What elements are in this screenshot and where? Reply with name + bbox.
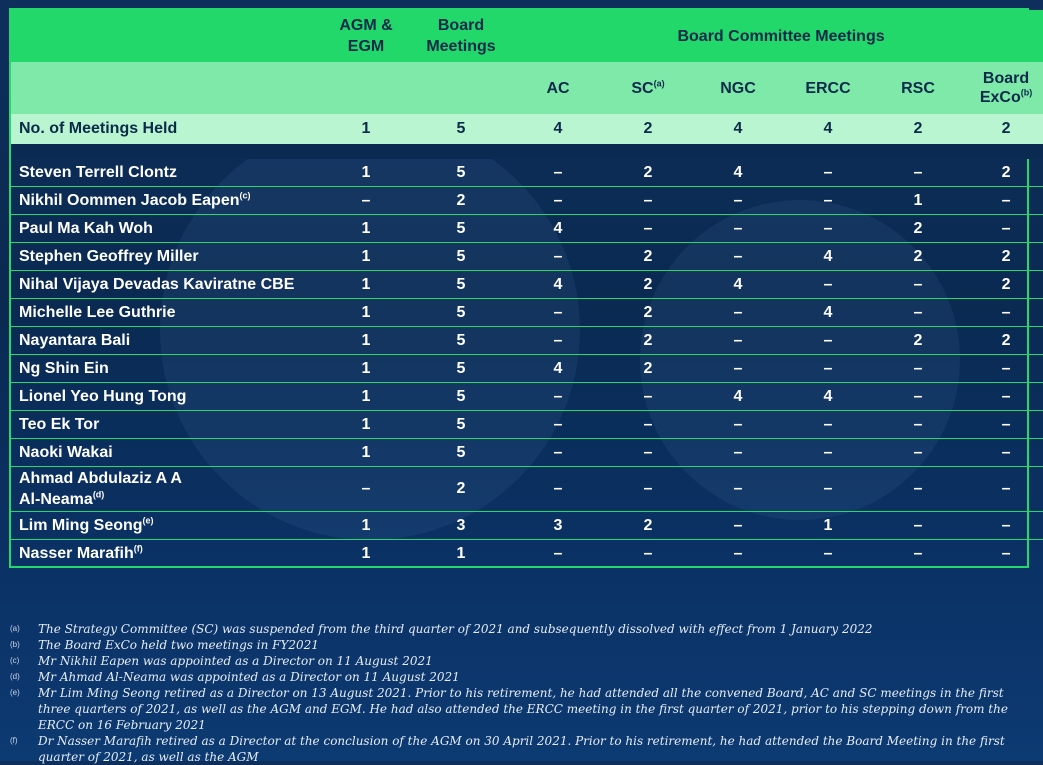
attendance-cell: –	[873, 411, 963, 439]
attendance-cell: 2	[603, 299, 693, 327]
attendance-cell: 2	[873, 243, 963, 271]
attendance-cell: –	[513, 467, 603, 512]
attendance-cell: 2	[603, 159, 693, 187]
attendance-cell: 5	[409, 383, 513, 411]
attendance-cell: –	[323, 467, 409, 512]
footnote	[10, 653, 1035, 669]
attendance-cell: –	[693, 411, 783, 439]
attendance-cell: –	[513, 439, 603, 467]
director-name: Stephen Geoffrey Miller	[11, 243, 323, 271]
header-board-committee-meetings: Board Committee Meetings	[513, 10, 1043, 62]
attendance-cell: 5	[409, 215, 513, 243]
table-row	[11, 540, 1043, 568]
attendance-cell: 4	[693, 383, 783, 411]
attendance-cell: 2	[963, 159, 1043, 187]
header-sc: SC$^{(a)}$	[603, 62, 693, 114]
director-name: Teo Ek Tor	[11, 411, 323, 439]
attendance-cell: 2	[603, 355, 693, 383]
attendance-table	[11, 10, 1043, 567]
table-row	[11, 355, 1043, 383]
attendance-cell: –	[963, 411, 1043, 439]
director-name: Ahmad Abdulaziz A A Al-Neama$^{(d)}$	[11, 467, 323, 512]
footnote-marker: (a)	[10, 624, 20, 633]
table-row	[11, 271, 1043, 299]
held-cell: 4	[513, 114, 603, 144]
attendance-cell: –	[963, 439, 1043, 467]
attendance-cell: 5	[409, 355, 513, 383]
director-name: Nasser Marafih$^{(f)}$	[19, 543, 143, 562]
footnote-text: The Board ExCo held two meetings in FY2021	[38, 638, 319, 652]
attendance-cell: 2	[603, 327, 693, 355]
header-blank	[323, 62, 409, 114]
footnote	[10, 637, 1035, 653]
attendance-cell: –	[1001, 544, 1011, 562]
attendance-cell: –	[643, 544, 653, 562]
held-cell: 2	[873, 114, 963, 144]
footnote-marker: (e)	[10, 688, 20, 697]
attendance-cell: –	[873, 355, 963, 383]
attendance-cell: –	[603, 187, 693, 215]
attendance-cell: –	[603, 467, 693, 512]
footnote-marker: (f)	[10, 736, 18, 745]
attendance-cell: –	[963, 383, 1043, 411]
footnote-text: Mr Ahmad Al-Neama was appointed as a Director on 11 August 2021	[38, 670, 460, 684]
attendance-cell: –	[963, 512, 1043, 540]
attendance-cell: –	[873, 271, 963, 299]
attendance-cell: 1	[323, 439, 409, 467]
table-row	[11, 467, 1043, 512]
director-name: Nikhil Oommen Jacob Eapen$^{(c)}$	[11, 187, 323, 215]
attendance-table-frame	[9, 8, 1033, 568]
attendance-cell: –	[693, 512, 783, 540]
footnotes	[10, 621, 1035, 765]
attendance-cell: –	[873, 299, 963, 327]
director-name: Paul Ma Kah Woh	[11, 215, 323, 243]
attendance-cell: 2	[409, 467, 513, 512]
attendance-cell: –	[963, 467, 1043, 512]
attendance-cell: –	[603, 411, 693, 439]
footnote-text: Mr Nikhil Eapen was appointed as a Director on 11 August 2021	[38, 654, 433, 668]
attendance-cell: –	[913, 544, 923, 562]
attendance-cell: 1	[323, 411, 409, 439]
header-blank	[11, 10, 323, 62]
attendance-cell: 2	[603, 512, 693, 540]
held-cell: 2	[963, 114, 1043, 144]
footnote-text: The Strategy Committee (SC) was suspended from the third quarter of 2021 and subsequently dissolved with effect from 1 January 2022	[38, 622, 873, 636]
attendance-cell: –	[783, 159, 873, 187]
attendance-cell: 4	[513, 271, 603, 299]
attendance-cell: 2	[873, 327, 963, 355]
table-row	[11, 512, 1043, 540]
attendance-cell: –	[513, 411, 603, 439]
attendance-cell: 2	[963, 327, 1043, 355]
director-name: Lim Ming Seong$^{(e)}$	[11, 512, 323, 540]
table-row	[11, 215, 1043, 243]
attendance-cell: 4	[513, 355, 603, 383]
director-name: Steven Terrell Clontz	[11, 159, 323, 187]
attendance-cell: 1	[323, 383, 409, 411]
attendance-cell: 1	[323, 271, 409, 299]
attendance-cell: 5	[409, 271, 513, 299]
table-row	[11, 299, 1043, 327]
attendance-cell: 1	[323, 243, 409, 271]
attendance-cell: 2	[603, 271, 693, 299]
attendance-cell: 1	[361, 544, 371, 562]
attendance-cell: –	[513, 383, 603, 411]
attendance-cell: –	[783, 467, 873, 512]
attendance-cell: 2	[963, 243, 1043, 271]
held-cell: 5	[409, 114, 513, 144]
header-rsc: RSC	[873, 62, 963, 114]
attendance-cell: 1	[323, 215, 409, 243]
meetings-held-label: No. of Meetings Held	[11, 114, 323, 144]
attendance-cell: 3	[409, 512, 513, 540]
header-row-top	[11, 10, 1043, 62]
attendance-cell: 4	[783, 243, 873, 271]
attendance-cell: –	[603, 439, 693, 467]
attendance-cell: –	[783, 411, 873, 439]
header-ngc: NGC	[693, 62, 783, 114]
footnote	[10, 733, 1035, 765]
table-row	[11, 327, 1043, 355]
attendance-cell: –	[873, 383, 963, 411]
attendance-cell: 2	[963, 271, 1043, 299]
attendance-cell: 1	[323, 327, 409, 355]
attendance-cell: 2	[603, 243, 693, 271]
footnote-text: Mr Lim Ming Seong retired as a Director on 13 August 2021. Prior to his retirement, he had attended all the convened Board, AC and SC meetings in the first three quarters of 2021, as well as the AGM and EGM. He had also attended the ERCC meeting in the first quarter of 2021, prior to his stepping down from the ERCC on 16 February 2021	[38, 686, 1008, 732]
attendance-cell: 1	[783, 512, 873, 540]
attendance-cell: 2	[873, 215, 963, 243]
attendance-cell: 5	[409, 439, 513, 467]
attendance-cell: –	[733, 544, 743, 562]
spacer-row	[11, 144, 1043, 159]
attendance-cell: –	[513, 299, 603, 327]
director-rows	[11, 159, 1043, 567]
held-cell: 2	[603, 114, 693, 144]
attendance-cell: –	[513, 243, 603, 271]
director-name: Michelle Lee Guthrie	[11, 299, 323, 327]
attendance-cell: –	[783, 187, 873, 215]
table-row	[11, 187, 1043, 215]
attendance-cell: –	[603, 383, 693, 411]
attendance-cell: –	[873, 467, 963, 512]
header-blank	[409, 62, 513, 114]
attendance-cell: –	[513, 159, 603, 187]
footnote-marker: (c)	[10, 656, 20, 665]
attendance-cell: 1	[456, 544, 466, 562]
attendance-cell: 4	[693, 159, 783, 187]
footnote-marker: (b)	[10, 640, 20, 649]
attendance-cell: –	[693, 327, 783, 355]
held-cell: 4	[783, 114, 873, 144]
attendance-cell: 1	[323, 512, 409, 540]
attendance-cell: –	[553, 544, 563, 562]
attendance-cell: 1	[323, 299, 409, 327]
header-board-meetings: Board Meetings	[409, 10, 513, 62]
table-row	[11, 243, 1043, 271]
attendance-cell: –	[783, 355, 873, 383]
attendance-cell: 5	[409, 243, 513, 271]
director-name: Lionel Yeo Hung Tong	[11, 383, 323, 411]
header-blank	[11, 62, 323, 114]
attendance-cell: –	[963, 299, 1043, 327]
header-row-committees	[11, 62, 1043, 114]
attendance-cell: 4	[693, 271, 783, 299]
attendance-cell: –	[323, 187, 409, 215]
footnote	[10, 685, 1035, 733]
attendance-cell: –	[693, 355, 783, 383]
attendance-cell: –	[963, 187, 1043, 215]
table-row	[11, 411, 1043, 439]
director-name: Ng Shin Ein	[11, 355, 323, 383]
attendance-cell: –	[693, 299, 783, 327]
held-cell: 4	[693, 114, 783, 144]
header-ercc: ERCC	[783, 62, 873, 114]
attendance-cell: –	[693, 243, 783, 271]
attendance-cell: –	[873, 512, 963, 540]
attendance-cell: –	[693, 439, 783, 467]
attendance-cell: 4	[783, 299, 873, 327]
attendance-cell: –	[513, 327, 603, 355]
attendance-cell: 1	[873, 187, 963, 215]
header-agm-egm: AGM & EGM	[323, 10, 409, 62]
director-name: Naoki Wakai	[11, 439, 323, 467]
header-board-exco: Board ExCo$^{(b)}$	[963, 62, 1043, 114]
attendance-cell: 5	[409, 411, 513, 439]
attendance-cell: –	[693, 215, 783, 243]
attendance-cell: 4	[783, 383, 873, 411]
attendance-cell: –	[783, 215, 873, 243]
held-cell: 1	[323, 114, 409, 144]
attendance-cell: –	[823, 544, 833, 562]
attendance-cell: 1	[323, 159, 409, 187]
table-row	[11, 439, 1043, 467]
footnote	[10, 669, 1035, 685]
attendance-cell: –	[693, 187, 783, 215]
footnote-text: Dr Nasser Marafih retired as a Director at the conclusion of the AGM on 30 April 2021. Prior to his retirement, he had attended the Board Meeting in the first quarter of 2021, as well as the AGM	[38, 734, 1005, 764]
attendance-cell: –	[513, 187, 603, 215]
table-row	[11, 383, 1043, 411]
attendance-cell: 5	[409, 159, 513, 187]
header-ac: AC	[513, 62, 603, 114]
director-name: Nayantara Bali	[11, 327, 323, 355]
meetings-held-row	[11, 114, 1043, 144]
attendance-cell: –	[873, 439, 963, 467]
attendance-cell: –	[783, 327, 873, 355]
director-name: Nihal Vijaya Devadas Kaviratne CBE	[11, 271, 323, 299]
attendance-cell: –	[603, 215, 693, 243]
attendance-cell: –	[783, 439, 873, 467]
attendance-cell: 3	[513, 512, 603, 540]
attendance-cell: –	[783, 271, 873, 299]
attendance-cell: 1	[323, 355, 409, 383]
attendance-cell: 5	[409, 299, 513, 327]
attendance-cell: 2	[409, 187, 513, 215]
attendance-cell: –	[963, 215, 1043, 243]
attendance-cell: 4	[513, 215, 603, 243]
footnote	[10, 621, 1035, 637]
footnote-marker: (d)	[10, 672, 20, 681]
attendance-cell: –	[693, 467, 783, 512]
table-row	[11, 159, 1043, 187]
attendance-cell: –	[873, 159, 963, 187]
attendance-cell: –	[963, 355, 1043, 383]
attendance-cell: 5	[409, 327, 513, 355]
